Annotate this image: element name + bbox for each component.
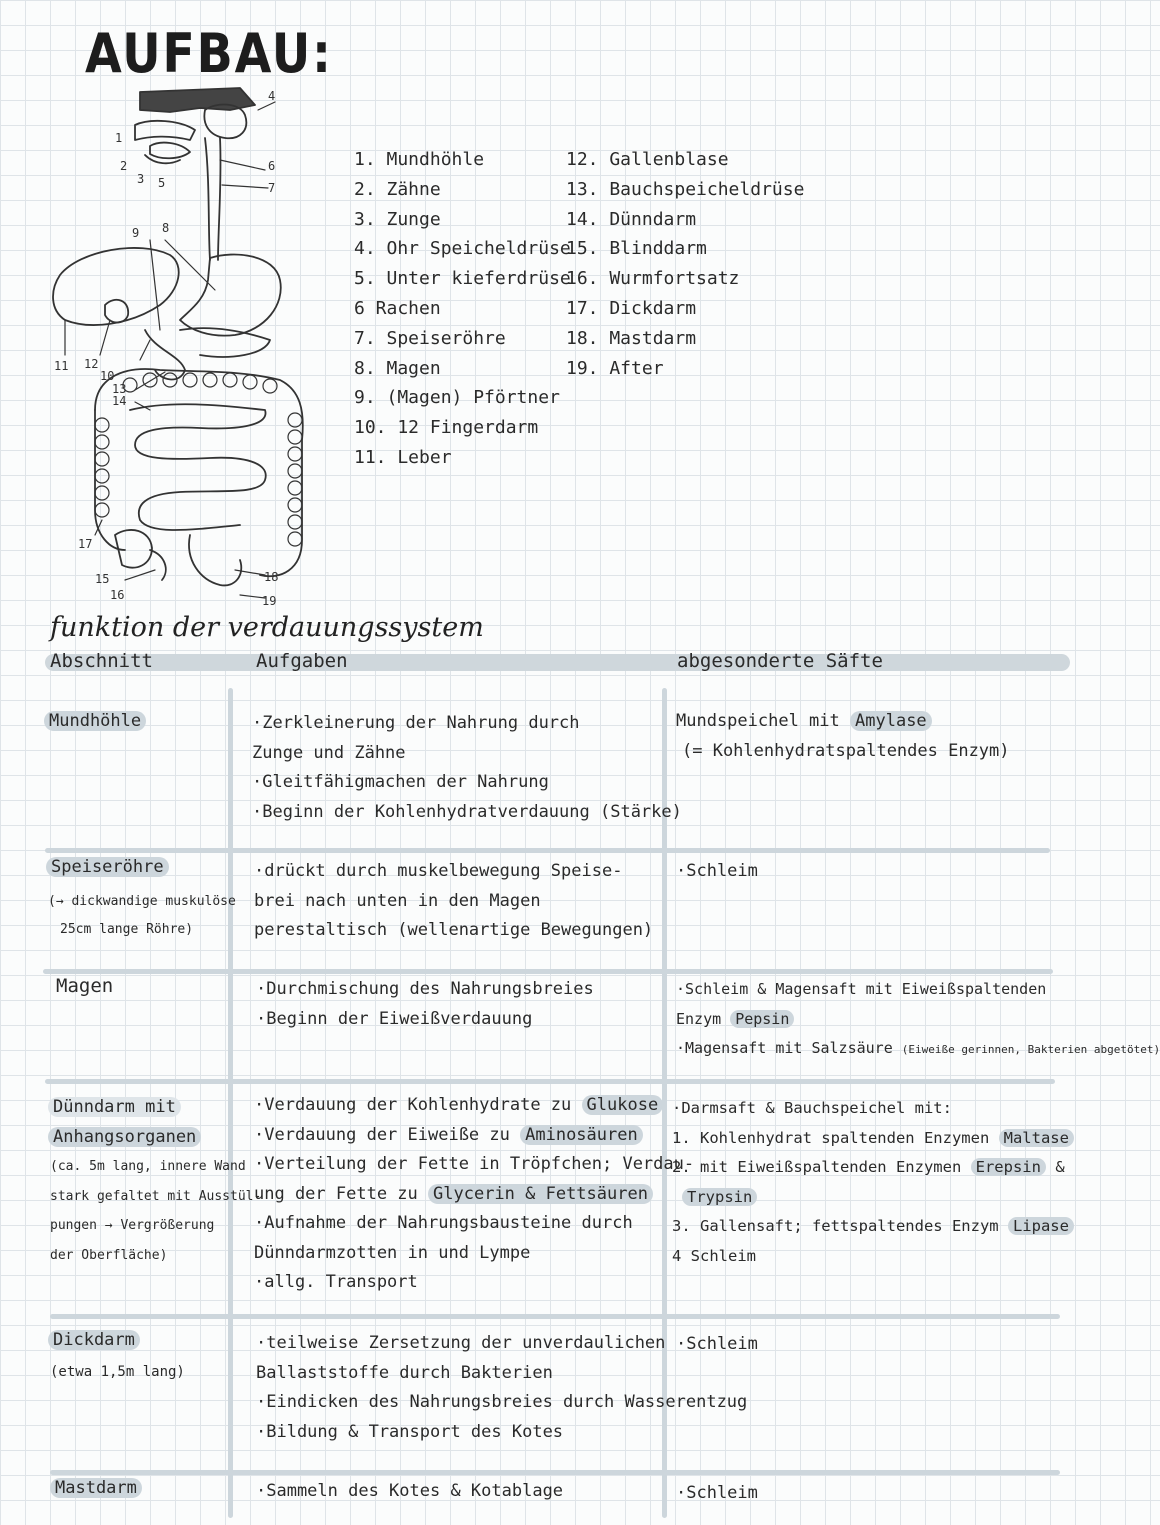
diagram-number-8: 8 xyxy=(162,221,170,235)
skull-hatch xyxy=(140,88,255,112)
tasks-speiseroehre: ·drückt durch muskelbewegung Speise- brei nach unten in den Magen perestaltisch (wellenartige Bewegungen) xyxy=(254,861,654,940)
juices-dickdarm: ·Schleim xyxy=(676,1334,758,1354)
diagram-number-18: 18 xyxy=(264,570,279,584)
diagram-number-17: 17 xyxy=(78,537,93,551)
tasks-magen: ·Durchmischung des Nahrungsbreies ·Beginn der Eiweißverdauung xyxy=(256,979,594,1029)
diagram-number-2: 2 xyxy=(120,159,128,173)
label-item: 8. Magen xyxy=(354,357,441,379)
tasks-mastdarm: ·Sammeln des Kotes & Kotablage xyxy=(256,1481,564,1501)
row-divider xyxy=(50,1314,1060,1319)
esophagus xyxy=(205,138,210,260)
diagram-number-4: 4 xyxy=(268,89,276,103)
label-item: 4. Ohr Speicheldrüse xyxy=(354,238,571,260)
liver xyxy=(53,248,179,325)
label-item: 6 Rachen xyxy=(354,297,441,319)
diagram-number-19: 19 xyxy=(262,594,277,608)
label-item: 12. Gallenblase xyxy=(566,149,729,170)
diagram-number-16: 16 xyxy=(110,588,125,602)
small-intestine xyxy=(130,404,266,530)
mouth xyxy=(135,121,195,140)
gallbladder xyxy=(105,300,128,323)
section-speiseroehre: Speiseröhre xyxy=(46,857,169,877)
labels-column-1 xyxy=(354,145,571,473)
jaw xyxy=(145,155,180,163)
label-item: 11. Leber xyxy=(354,446,452,468)
diagram-number-3: 3 xyxy=(137,172,145,186)
diagram-number-7: 7 xyxy=(268,181,276,195)
section-magen: Magen xyxy=(56,975,114,997)
label-item: 3. Zunge xyxy=(354,208,441,230)
diagram-number-15: 15 xyxy=(95,572,110,586)
juices-mastdarm: ·Schleim xyxy=(676,1483,758,1503)
row-divider xyxy=(45,848,1050,853)
section-dickdarm: Dickdarm xyxy=(48,1330,140,1350)
juices-duenndarm: ·Darmsaft & Bauchspeichel mit: 1. Kohlenhydrat spaltenden Enzymen Maltase 2. mit Eiweißspaltenden Enzymen Erepsin & Trypsin 3. Gallensaft; fettspaltendes Enzym Lipase 4 Schleim xyxy=(672,1094,1074,1271)
diagram-number-14: 14 xyxy=(112,394,127,408)
diagram-number-12: 12 xyxy=(84,357,99,371)
label-item: 19. After xyxy=(566,357,664,379)
juices-magen: ·Schleim & Magensaft mit Eiweißspaltenden Enzym Pepsin ·Magensaft mit Salzsäure (Eiweiße gerinnen, Bakterien abgetötet) xyxy=(676,980,1160,1057)
label-item: 13. Bauchspeicheldrüse xyxy=(566,178,805,200)
stomach xyxy=(180,254,281,335)
page-title: AUFBAU: xyxy=(85,22,333,85)
section-subtitle: funktion der verdauungssystem xyxy=(50,612,484,643)
tasks-dickdarm: ·teilweise Zersetzung der unverdaulichen Ballaststoffe durch Bakterien ·Eindicken des Nahrungsbreies durch Wasserentzug ·Bildung & Transport des Kotes xyxy=(256,1333,748,1442)
label-item: 9. (Magen) Pförtner xyxy=(354,387,560,409)
label-item: 7. Speiseröhre xyxy=(354,327,506,349)
diagram-number-11: 11 xyxy=(54,359,69,373)
note-speiseroehre: (→ dickwandige muskulöse 25cm lange Röhre) xyxy=(48,894,236,937)
note-dickdarm: (etwa 1,5m lang) xyxy=(50,1364,185,1380)
column-divider xyxy=(228,688,233,1518)
header-section: Abschnitt xyxy=(50,650,153,672)
rectum xyxy=(189,535,241,585)
diagram-number-5: 5 xyxy=(158,176,166,190)
label-item: 1. Mundhöhle xyxy=(354,149,485,170)
header-tasks: Aufgaben xyxy=(256,650,348,672)
label-item: 16. Wurmfortsatz xyxy=(566,268,740,290)
diagram-number-13: 13 xyxy=(112,382,127,396)
juices-mundhoehle: Mundspeichel mit Amylase (= Kohlenhydratspaltendes Enzym) xyxy=(676,711,1010,761)
header-juices: abgesonderte Säfte xyxy=(677,650,883,672)
tongue xyxy=(150,143,190,159)
diagram-number-1: 1 xyxy=(115,131,123,145)
note-duenndarm: (ca. 5m lang, innere Wand stark gefaltet mit Ausstül- pungen → Vergrößerung der Oberfläche) xyxy=(50,1159,262,1263)
row-divider xyxy=(45,1079,1055,1084)
diagram-number-10: 10 xyxy=(100,369,115,383)
label-item: 2. Zähne xyxy=(354,178,441,200)
pancreas xyxy=(180,328,270,357)
label-item: 17. Dickdarm xyxy=(566,297,697,319)
label-item: 10. 12 Fingerdarm xyxy=(354,417,539,439)
tasks-duenndarm: ·Verdauung der Kohlenhydrate zu Glukose ·Verdauung der Eiweiße zu Aminosäuren ·Verteilung der Fette in Tröpfchen; Verdau- ung der Fette zu Glycerin & Fettsäuren ·Aufnahme der Nahrungsbausteine durch Dünndarmzotten in und Lympe ·allg. Transport xyxy=(254,1095,695,1292)
label-item: 5. Unter kieferdrüse xyxy=(354,268,571,290)
section-mundhoehle: Mundhöhle xyxy=(44,711,146,731)
table-header-bar xyxy=(45,654,1070,671)
label-item: 14. Dünndarm xyxy=(566,208,697,230)
row-divider xyxy=(43,969,1053,974)
juices-speiseroehre: ·Schleim xyxy=(676,861,758,881)
label-item: 18. Mastdarm xyxy=(566,327,697,349)
diagram-number-6: 6 xyxy=(268,159,276,173)
tasks-mundhoehle: ·Zerkleinerung der Nahrung durch Zunge und Zähne ·Gleitfähigmachen der Nahrung ·Beginn der Kohlenhydratverdauung (Stärke) xyxy=(252,713,682,822)
section-duenndarm: Dünndarm mit Anhangsorganen xyxy=(48,1092,201,1152)
section-mastdarm: Mastdarm xyxy=(50,1478,142,1498)
labels-column-2 xyxy=(566,145,804,383)
digestive-system-diagram xyxy=(40,80,340,620)
label-item: 15. Blinddarm xyxy=(566,238,707,260)
row-divider xyxy=(50,1470,1060,1475)
diagram-number-9: 9 xyxy=(132,226,140,240)
appendix xyxy=(150,550,166,580)
